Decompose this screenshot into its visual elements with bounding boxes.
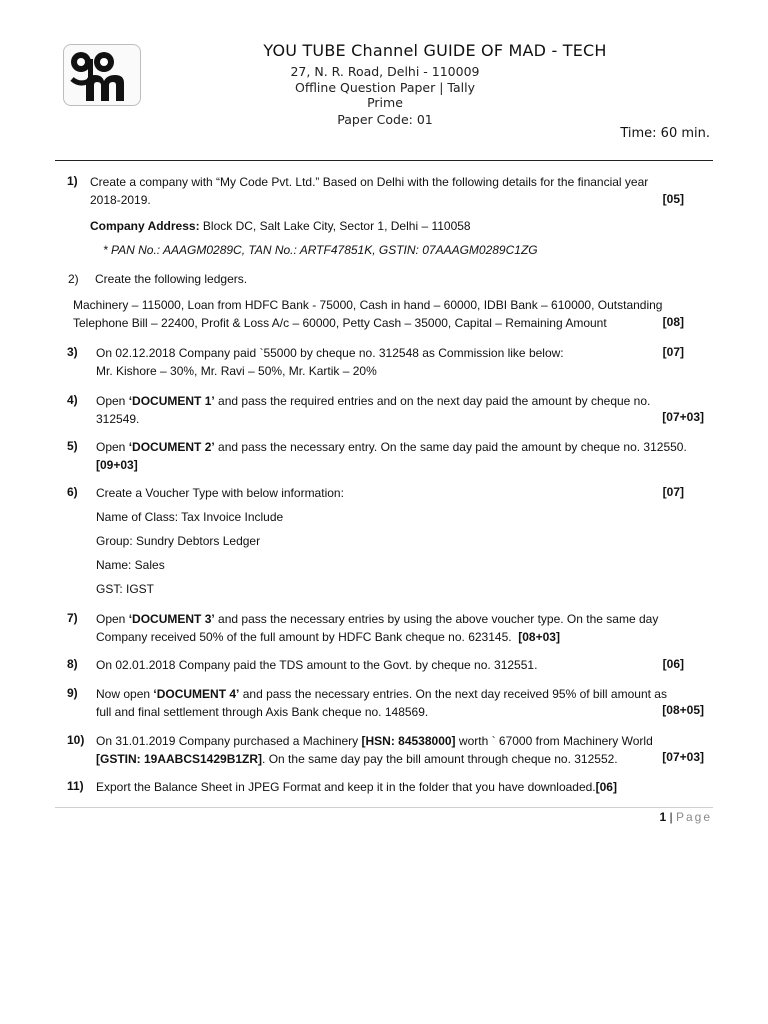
question-line: 2018-2019. — [90, 192, 151, 207]
paper-code: Paper Code: 01 — [337, 112, 433, 127]
document-name: ‘DOCUMENT 3’ — [128, 612, 215, 626]
question-line: Open ‘DOCUMENT 2’ and pass the necessary entry. On the same day paid the amount by cheque no. 312550. — [96, 440, 687, 454]
question-text — [90, 174, 713, 209]
subject-name: Prime — [367, 95, 403, 110]
company-address-value: Block DC, Salt Lake City, Sector 1, Delhi – 110058 — [199, 219, 471, 233]
question-line: 312549. — [96, 411, 140, 426]
ledger-line: Telephone Bill – 22400, Profit & Loss A/c – 60000, Petty Cash – 35000, Capital – Remaining Amount — [73, 315, 607, 330]
question-text — [96, 611, 713, 646]
document-name: ‘DOCUMENT 2’ — [128, 440, 215, 454]
address-line: 27, N. R. Road, Delhi - 110009 — [290, 64, 480, 79]
question-number: 9) — [67, 686, 78, 700]
footer-divider — [55, 807, 713, 808]
question-line: Company received 50% of the full amount by HDFC Bank cheque no. 623145. [08+03] — [96, 629, 560, 644]
question-text: Create the following ledgers. — [95, 272, 248, 286]
company-address — [90, 218, 471, 236]
gom-logo-icon — [64, 45, 140, 105]
question-line: On 31.01.2019 Company purchased a Machinery [HSN: 84538000] worth ` 67000 from Machinery World — [96, 734, 653, 748]
question-marks: [08+03] — [518, 629, 560, 644]
question-line: On 02.12.2018 Company paid `55000 by cheque no. 312548 as Commission like below: — [96, 346, 564, 360]
voucher-detail: GST: IGST — [96, 582, 155, 596]
question-text — [96, 439, 713, 474]
question-number: 10) — [67, 733, 85, 747]
voucher-detail: Name of Class: Tax Invoice Include — [96, 510, 284, 524]
question-marks: [08] — [662, 315, 684, 329]
question-marks: [07] — [662, 345, 684, 359]
page-footer — [560, 810, 712, 824]
question-text — [96, 345, 713, 380]
question-line: Now open ‘DOCUMENT 4’ and pass the necessary entries. On the next day received 95% of bill amount as — [96, 687, 667, 701]
page-separator: | — [666, 810, 676, 824]
hsn-code: [HSN: 84538000] — [361, 734, 456, 748]
question-marks: [06] — [595, 780, 617, 794]
question-text — [96, 686, 713, 721]
question-marks: [06] — [662, 657, 684, 671]
question-marks: [05] — [662, 192, 684, 206]
question-number: 8) — [67, 657, 78, 671]
header-divider — [55, 160, 713, 161]
gstin-code: [GSTIN: 19AABCS1429B1ZR] — [96, 751, 263, 766]
question-number: 6) — [67, 485, 78, 499]
company-address-label: Company Address: — [90, 219, 200, 233]
question-number: 11) — [67, 779, 84, 793]
question-number: 1) — [67, 174, 78, 188]
question-text: Create a Voucher Type with below information: — [96, 486, 344, 500]
question-number: 2) — [68, 272, 79, 286]
voucher-detail: Name: Sales — [96, 558, 165, 572]
question-text — [96, 733, 713, 768]
question-line: Mr. Kishore – 30%, Mr. Ravi – 50%, Mr. Kartik – 20% — [96, 363, 377, 378]
ledger-list — [73, 297, 713, 332]
question-marks: [08+05] — [662, 703, 704, 717]
document-name: ‘DOCUMENT 1’ — [128, 394, 215, 408]
page-label: Page — [675, 810, 712, 824]
question-text: Export the Balance Sheet in JPEG Format and keep it in the folder that you have downloaded.[06] — [96, 780, 617, 794]
question-line: Open ‘DOCUMENT 1’ and pass the required entries and on the next day paid the amount by cheque no. — [96, 394, 651, 408]
question-number: 3) — [67, 345, 78, 359]
tax-details: * PAN No.: AAAGM0289C, TAN No.: ARTF47851K, GSTIN: 07AAAGM0289C1ZG — [103, 243, 538, 257]
question-line: [GSTIN: 19AABCS1429B1ZR]. On the same day pay the bill amount through cheque no. 312552. — [96, 751, 618, 766]
voucher-detail: Group: Sundry Debtors Ledger — [96, 534, 261, 548]
question-marks: [09+03] — [96, 457, 138, 472]
question-text: On 02.01.2018 Company paid the TDS amount to the Govt. by cheque no. 312551. — [96, 658, 538, 672]
question-marks: [07] — [662, 485, 684, 499]
question-marks: [07+03] — [662, 750, 704, 764]
question-number: 4) — [67, 393, 78, 407]
question-marks: [07+03] — [662, 410, 704, 424]
question-number: 5) — [67, 439, 78, 453]
document-name: ‘DOCUMENT 4’ — [153, 687, 240, 701]
question-line: Create a company with “My Code Pvt. Ltd.” Based on Delhi with the following details for the financial year — [90, 175, 649, 189]
ledger-line: Machinery – 115000, Loan from HDFC Bank - 75000, Cash in hand – 60000, IDBI Bank – 610000, Outstanding — [73, 298, 663, 312]
question-number: 7) — [67, 611, 78, 625]
page-title: YOU TUBE Channel GUIDE OF MAD - TECH — [263, 41, 607, 60]
question-line: Open ‘DOCUMENT 3’ and pass the necessary entries by using the above voucher type. On the same day — [96, 612, 659, 626]
question-text — [96, 393, 713, 428]
channel-logo — [63, 44, 141, 106]
paper-type: Offline Question Paper | Tally — [295, 80, 475, 95]
time-limit: Time: 60 min. — [620, 126, 710, 141]
page-number: 1 — [659, 810, 667, 824]
question-line: full and final settlement through Axis Bank cheque no. 148569. — [96, 704, 429, 719]
